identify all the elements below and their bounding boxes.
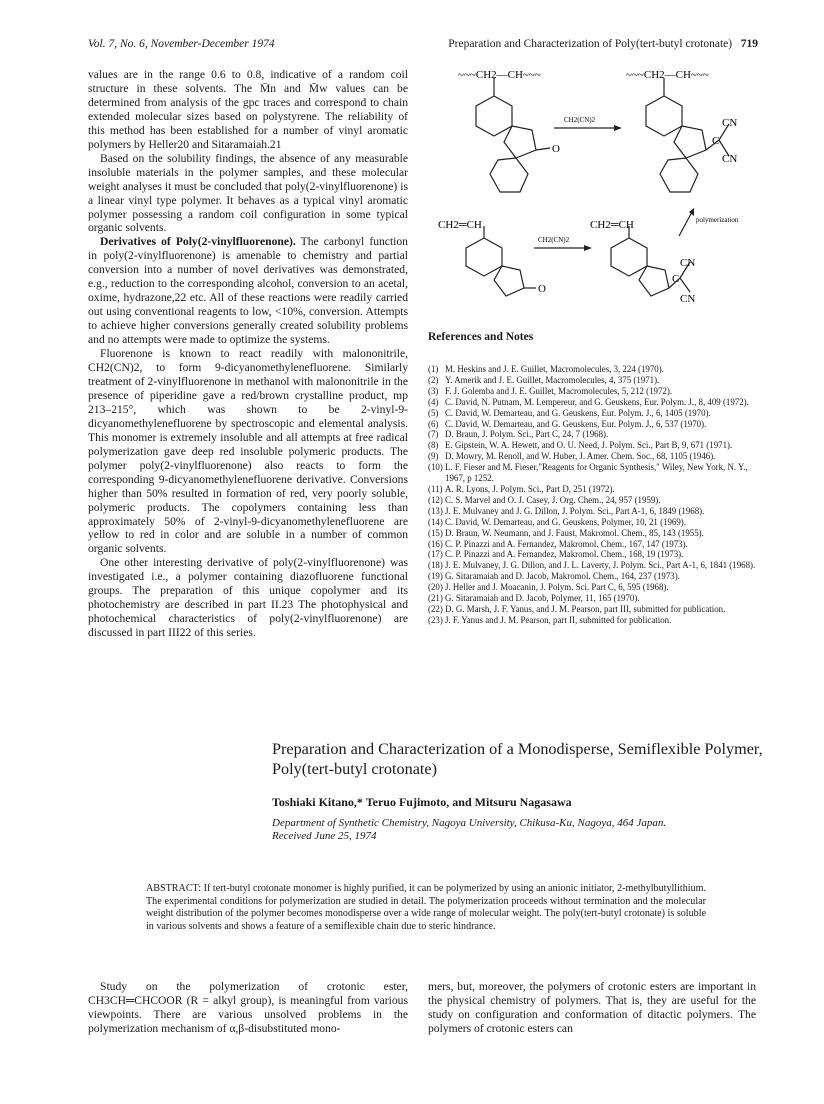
reference-item <box>428 451 756 462</box>
polymer-chain-label: ~~~CH2—CH~~~ <box>626 69 709 81</box>
reference-text: M. Heskins and J. E. Guillet, Macromolecules, 3, 224 (1970). <box>445 364 664 374</box>
reference-number: (16) <box>428 538 443 549</box>
reference-text: J. E. Mulvaney, J. G. Dillon, and J. L. Laverty, J. Polym. Sci., Part A-1, 6, 1841 (1968). <box>445 560 756 571</box>
reference-item <box>428 408 756 419</box>
reference-item <box>428 364 756 375</box>
ring <box>476 96 512 136</box>
ring <box>646 96 682 136</box>
reference-text: C. David, W. Demarteau, and G. Geuskens, Eur. Polym. J., 6, 537 (1970). <box>445 418 707 429</box>
reference-number: (11) <box>428 483 443 494</box>
reference-text: D. Mowry, M. Renoll, and W. Huber, J. Amer. Chem. Soc., 68, 1105 (1946). <box>445 451 716 462</box>
reference-item <box>428 560 756 571</box>
arrowhead <box>614 125 622 131</box>
reference-number: (7) <box>428 429 439 440</box>
reference-text: C. P. Pinazzi and A. Fernandez, Makromol. Chem., 167, 147 (1973). <box>445 538 688 549</box>
reference-number: (13) <box>428 505 443 516</box>
running-header-left: Vol. 7, No. 6, November-December 1974 <box>88 38 275 50</box>
polymerization-arrow <box>679 212 692 236</box>
carbonyl-label: O <box>538 283 546 295</box>
reference-text: A. R. Lyons, J. Polym. Sci., Part D, 251 (1972). <box>445 483 615 494</box>
reference-text: D. G. Marsh, J. F. Yanus, and J. M. Pearson, part III, submitted for publication. <box>445 603 726 614</box>
paragraph: Fluorenone is known to react readily with malononitrile, CH2(CN)2, to form 9-dicyanomethylenefluorene. Similarly treatment of 2-vinylfluorenone in methanol with malononitrile in the presence of piperidine gave a red/brown crystalline product, mp 213–215°, which was shown to be 2-vinyl-9-dicyanomethylenefluorene by spectroscopic and elemental analysis. This monomer is extremely insoluble and all attempts at free radical polymerization gave deep red insoluble polymeric products. The polymer poly(2-vinylfluorenone) also reacts to form the corresponding 9-dicyanomethylenefluorene derivative. Conversions higher than 50% resulted in formation of red, very poorly soluble, polymeric products. The copolymers containing less than approximately 50% of 2-vinyl-9-dicyanomethylenefluorene are yellow to red in color and are soluble in a number of common organic solvents. <box>88 347 408 556</box>
reference-text: D. Braun, J. Polym. Sci., Part C, 24, 7 (1968). <box>445 429 609 440</box>
reference-text: F. J. Golemba and J. E. Guillet, Macromolecules, 5, 212 (1972). <box>445 385 673 396</box>
section-heading: Derivatives of Poly(2-vinylfluorenone). <box>100 235 296 249</box>
reference-text: L. F. Fieser and M. Fieser,"Reagents for Organic Synthesis," Wiley, New York, N. Y., 1967, p 1252. <box>445 462 748 484</box>
paragraph-text: The carbonyl function in poly(2-vinylfluorenone) is amenable to chemistry and partial conversion into a number of novel derivatives was demonstrated, e.g., reduction to the corresponding alcohol, conversion to an acetal, oxime, hydrazone,22 etc. All of these reactions were readily carried out using conventional reagents to low, <10%, conversion. Attempts to achieve higher conversions generally created solubility problems and no attempts were made to optimize the systems. <box>88 235 408 347</box>
reference-number: (18) <box>428 560 443 571</box>
reference-text: J. F. Yanus and J. M. Pearson, part II, submitted for publication. <box>445 614 672 625</box>
reference-number: (10) <box>428 462 443 473</box>
reference-item <box>428 528 756 539</box>
paragraph: One other interesting derivative of poly(2-vinylfluorenone) was investigated i.e., a polymer containing diazofluorene functional groups. The preparation of this unique copolymer and its photochemistry are described in part II.23 The photophysical and photochemical characteristics of poly(2-vinylfluorenone) are discussed in part III22 of this series. <box>88 556 408 640</box>
reference-item <box>428 375 756 386</box>
reference-number: (19) <box>428 571 443 582</box>
reference-item <box>428 615 756 626</box>
carbon-label: C <box>712 135 720 147</box>
reference-item <box>428 484 756 495</box>
reference-text: C. David, N. Putnam, M. Lempereur, and G. Geuskens, Eur. Polym. J., 8, 409 (1972). <box>445 396 749 407</box>
reference-text: C. David, W. Demarteau, and G. Geuskens, Eur. Polym. J., 6, 1405 (1970). <box>445 407 711 418</box>
vinyl-label: CH2═CH <box>590 219 634 231</box>
reference-number: (5) <box>428 407 439 418</box>
reagent-label: CH2(CN)2 <box>564 116 596 124</box>
abstract: ABSTRACT: If tert-butyl crotonate monomer is highly purified, it can be polymerized by using an anionic initiator, 2-methylbutyllithium. The experimental conditions for polymerization are studied in detail. The polymerization proceeds without termination and the molecular weight distribution of the polymer becomes monodisperse over a wide range of molecular weight. The poly(tert-butyl crotonate) is soluble in various solvents and shows a feature of a semiflexible chain due to steric hindrance. <box>146 883 706 932</box>
reference-text: J. E. Mulvaney and J. G. Dillon, J. Polym. Sci., Part A-1, 6, 1849 (1968). <box>445 505 705 516</box>
carbon-label: C <box>672 273 680 285</box>
body-text-right <box>428 980 756 1036</box>
reference-number: (1) <box>428 364 439 374</box>
polymer-chain-label: ~~~CH2—CH~~~ <box>458 69 541 81</box>
reference-item <box>428 462 756 484</box>
article-title: Preparation and Characterization of a Monodisperse, Semiflexible Polymer, Poly(tert-butyl crotonate) <box>272 740 763 778</box>
reference-text: E. Gipstein, W. A. Hewett, and O. U. Need, J. Polym. Sci., Part B, 9, 671 (1971). <box>445 440 733 451</box>
bond <box>680 278 690 292</box>
reference-item <box>428 419 756 430</box>
running-title: Preparation and Characterization of Poly(tert-butyl crotonate) <box>448 38 733 50</box>
reference-text: J. Heller and J. Moacanin, J. Polym. Sci. Part C, 6, 595 (1968). <box>445 582 669 593</box>
paragraph: Based on the solubility findings, the absence of any measurable insoluble materials in the polymer samples, and these molecular weight analyses it must be concluded that poly(2-vinylfluorenone) is a linear vinyl type polymer. It behaves as a typical vinyl aromatic polymer possessing a random coil configuration in some typical organic solvents. <box>88 151 408 235</box>
reference-number: (3) <box>428 385 439 396</box>
body-text-left <box>88 980 408 1036</box>
ring <box>660 158 698 192</box>
reference-item <box>428 495 756 506</box>
reference-number: (4) <box>428 396 439 407</box>
page-number: 719 <box>740 38 758 50</box>
nitrile-label: CN <box>722 117 738 129</box>
reference-text: D. Braun, W. Neumann, and J. Faust, Makromol. Chem., 85, 143 (1955). <box>445 527 704 538</box>
reference-text: Y. Amerik and J. E. Guillet, Macromolecules, 4, 375 (1971). <box>445 374 660 385</box>
reference-number: (22) <box>428 603 443 614</box>
reference-item <box>428 397 756 408</box>
ring <box>639 266 669 296</box>
ring <box>504 126 536 158</box>
nitrile-label: CN <box>680 293 696 305</box>
affiliation-line: Department of Synthetic Chemistry, Nagoya University, Chikusa-Ku, Nagoya, 464 Japan. <box>272 817 667 829</box>
reference-item <box>428 506 756 517</box>
paragraph <box>88 235 408 347</box>
bond <box>536 148 550 150</box>
paragraph: values are in the range 0.6 to 0.8, indicative of a random coil structure in these solvents. The M̄n and M̄w values can be determined from analysis of the gpc traces and correspond to chain extended molecular sizes based on polystyrene. The reliability of this method has been established for a number of vinyl aromatic polymers by Heller20 and Sitaramaiah.21 <box>88 68 408 151</box>
reference-number: (14) <box>428 516 443 527</box>
reference-item <box>428 604 756 615</box>
reference-item <box>428 549 756 560</box>
references-list <box>428 364 756 626</box>
reference-item <box>428 517 756 528</box>
article-authors: Toshiaki Kitano,* Teruo Fujimoto, and Mitsuru Nagasawa <box>272 795 572 809</box>
left-text-column <box>88 68 408 640</box>
received-date: Received June 25, 1974 <box>272 830 377 842</box>
carbonyl-label: O <box>552 143 560 155</box>
reference-text: G. Sitaramaiah and D. Jacob, Makromol. Chem., 164, 237 (1973). <box>445 571 680 582</box>
reference-text: C. David, W. Demarteau, and G. Geuskens, Polymer, 10, 21 (1969). <box>445 516 686 527</box>
reference-item <box>428 440 756 451</box>
reference-number: (15) <box>428 527 443 538</box>
reference-text: C. S. Marvel and O. J. Casey, J. Org. Chem., 24, 957 (1959). <box>445 494 661 505</box>
reference-item <box>428 582 756 593</box>
vinyl-label: CH2═CH <box>438 219 482 231</box>
reference-number: (17) <box>428 549 443 560</box>
paragraph: mers, but, moreover, the polymers of crotonic esters are important in the physical chemistry of polymers. That is, they are useful for the study on configuration and conformation of ditactic polymers. The polymers of crotonic esters can <box>428 980 756 1035</box>
reference-number: (21) <box>428 593 443 604</box>
reference-item <box>428 386 756 397</box>
ring <box>490 158 528 192</box>
reference-number: (6) <box>428 418 439 429</box>
reference-number: (12) <box>428 494 443 505</box>
reference-number: (20) <box>428 582 443 593</box>
polymerization-label: polymerization <box>696 216 739 224</box>
reference-text: C. P. Pinazzi and A. Fernandez, Makromol. Chem., 168, 19 (1973). <box>445 549 684 560</box>
article-affiliation <box>272 817 666 843</box>
arrowhead <box>584 245 592 251</box>
arrowhead <box>689 208 694 216</box>
reference-number: (8) <box>428 440 439 451</box>
reference-item <box>428 571 756 582</box>
paragraph: Study on the polymerization of crotonic ester, CH3CH═CHCOOR (R = alkyl group), is meaningful from various viewpoints. There are various unsolved problems in the polymerization mechanism of α,β-disubstituted mono- <box>88 980 408 1035</box>
nitrile-label: CN <box>680 257 696 269</box>
ring <box>466 238 502 276</box>
reagent-label: CH2(CN)2 <box>538 236 570 244</box>
reaction-scheme-figure <box>424 66 774 306</box>
ring <box>674 126 706 158</box>
reference-item <box>428 539 756 550</box>
ring <box>611 238 647 276</box>
reference-number: (2) <box>428 374 439 385</box>
nitrile-label: CN <box>722 153 738 165</box>
reference-text: G. Sitaramaiah and D. Jacob, Polymer, 11, 165 (1970). <box>445 593 640 604</box>
reference-number: (9) <box>428 451 439 462</box>
reference-number: (23) <box>428 614 443 625</box>
reference-item <box>428 429 756 440</box>
running-header-right <box>448 38 758 50</box>
references-heading: References and Notes <box>428 331 534 343</box>
ring <box>494 266 524 296</box>
reference-item <box>428 593 756 604</box>
